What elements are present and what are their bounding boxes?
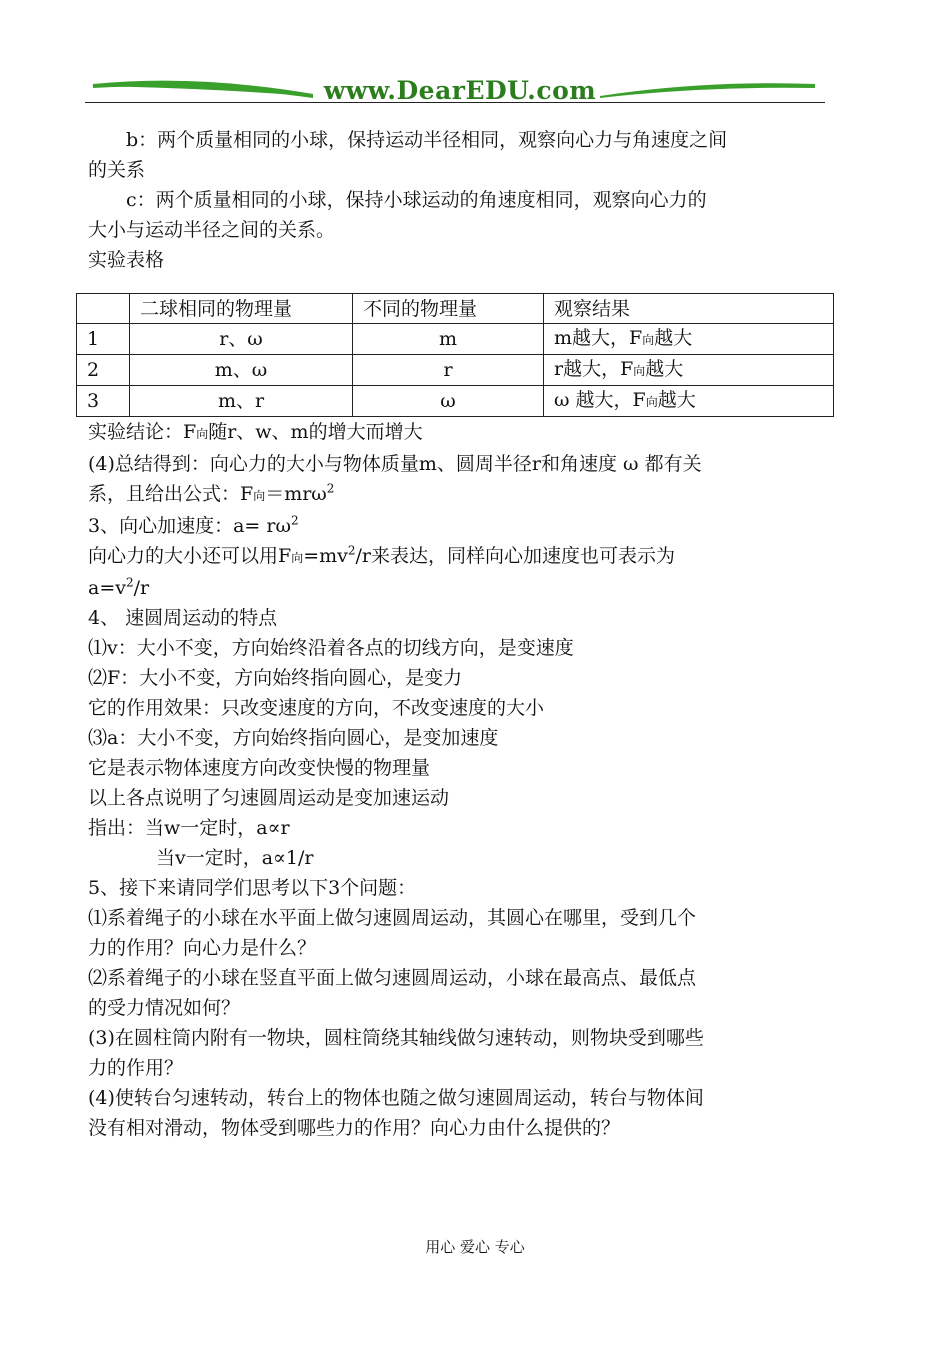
row-result: r越大，F向越大 <box>544 355 834 386</box>
question-1-line2: 力的作用？向心力是什么？ <box>88 937 317 959</box>
row-same: m、ω <box>130 355 353 386</box>
row-result: m越大，F向越大 <box>544 324 834 355</box>
row-same: m、r <box>130 386 353 417</box>
table-row <box>77 386 834 417</box>
note-line1: 指出：当w一定时，a∝r <box>88 817 290 839</box>
feature-item: ⑵F：大小不变，方向始终指向圆心，是变力 <box>88 667 463 689</box>
table-row <box>77 324 834 355</box>
feature-item: ⑴v：大小不变，方向始终沿着各点的切线方向，是变速度 <box>88 637 574 659</box>
alt-formula-line1: 向心力的大小还可以用F向$=mv^2/r$来表达，同样向心加速度也可表示为 <box>88 543 676 567</box>
row-index: 2 <box>77 355 130 386</box>
row-diff: m <box>353 324 544 355</box>
para-b-line2: 的关系 <box>88 159 146 181</box>
table-row <box>77 355 834 386</box>
row-same: r、ω <box>130 324 353 355</box>
table-header-cell: 不同的物理量 <box>353 294 544 324</box>
table-header-cell: 二球相同的物理量 <box>130 294 353 324</box>
feature-item: ⑶a：大小不变，方向始终指向圆心，是变加速度 <box>88 727 499 749</box>
document-body <box>88 125 828 1143</box>
experiment-table <box>76 293 834 417</box>
accel-formula: 3、向心加速度：$a= r\omega^2$ <box>88 513 299 537</box>
question-4-line1: (4)使转台匀速转动，转台上的物体也随之做匀速圆周运动，转台与物体间 <box>88 1087 704 1109</box>
question-2-line2: 的受力情况如何？ <box>88 997 241 1019</box>
summary-line1: (4)总结得到：向心力的大小与物体质量m、圆周半径r和角速度 ω 都有关 <box>88 453 702 475</box>
question-2-line1: ⑵系着绳子的小球在竖直平面上做匀速圆周运动，小球在最高点、最低点 <box>88 967 697 989</box>
question-3-line2: 力的作用？ <box>88 1057 184 1079</box>
feature-item: 它是表示物体速度方向改变快慢的物理量 <box>88 757 431 779</box>
para-c-line1: c：两个质量相同的小球，保持小球运动的角速度相同，观察向心力的 <box>126 189 707 211</box>
header-divider <box>85 102 825 103</box>
table-header-cell: 观察结果 <box>544 294 834 324</box>
note-line2: 当v一定时，a∝1/r <box>156 847 314 869</box>
table-heading: 实验表格 <box>88 249 165 271</box>
questions-title: 5、接下来请同学们思考以下3个问题： <box>88 877 417 899</box>
summary-line2: 系，且给出公式：F向＝mrω$^2$ <box>88 481 335 505</box>
conclusion: 实验结论：F向随r、w、m的增大而增大 <box>88 421 423 443</box>
table-header-row <box>77 294 834 324</box>
row-index: 3 <box>77 386 130 417</box>
feature-item: 以上各点说明了匀速圆周运动是变加速运动 <box>88 787 450 809</box>
row-diff: r <box>353 355 544 386</box>
para-b-line1: b：两个质量相同的小球，保持运动半径相同，观察向心力与角速度之间 <box>126 129 728 151</box>
row-index: 1 <box>77 324 130 355</box>
row-diff: ω <box>353 386 544 417</box>
feature-item: 它的作用效果：只改变速度的方向，不改变速度的大小 <box>88 697 545 719</box>
row-result: ω 越大，F向越大 <box>544 386 834 417</box>
question-1-line1: ⑴系着绳子的小球在水平面上做匀速圆周运动，其圆心在哪里，受到几个 <box>88 907 697 929</box>
page-footer: 用心 爱心 专心 <box>425 1238 525 1256</box>
question-4-line2: 没有相对滑动，物体受到哪些力的作用？向心力由什么提供的？ <box>88 1117 621 1139</box>
features-title: 4、 速圆周运动的特点 <box>88 607 278 629</box>
table-header-cell <box>77 294 130 324</box>
question-3-line1: (3)在圆柱筒内附有一物块，圆柱筒绕其轴线做匀速转动，则物块受到哪些 <box>88 1027 704 1049</box>
site-logo[interactable]: www.DearEDU.com <box>323 76 597 105</box>
site-header <box>85 70 825 110</box>
alt-formula-line2: $a=v^2/r$ <box>88 575 150 599</box>
para-c-line2: 大小与运动半径之间的关系。 <box>88 219 336 241</box>
